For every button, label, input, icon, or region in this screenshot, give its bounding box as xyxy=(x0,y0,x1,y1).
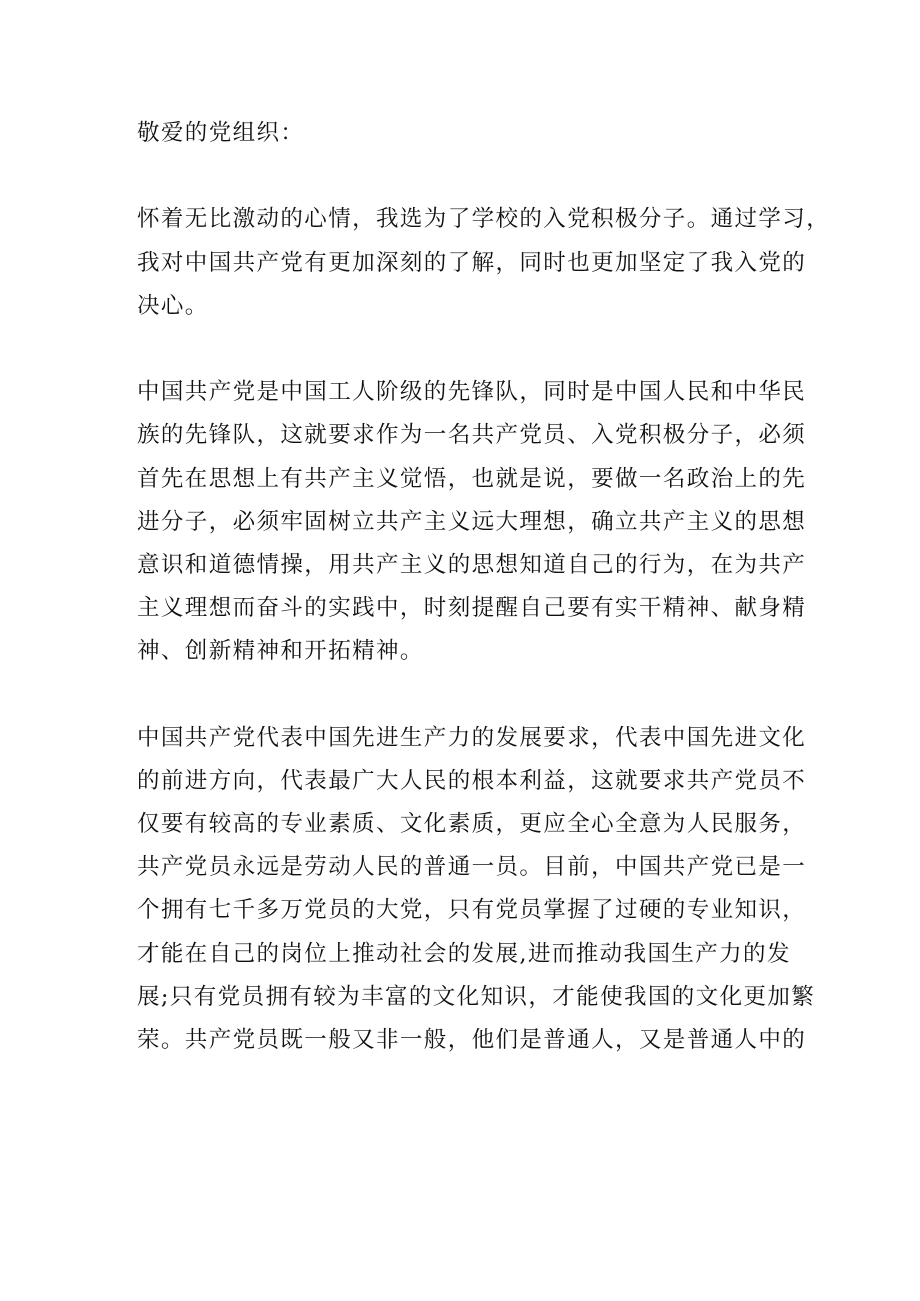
text-line: 个拥有七千多万党员的大党，只有党员掌握了过硬的专业知识， xyxy=(137,897,807,924)
text-line: 首先在思想上有共产主义觉悟，也就是说，要做一名政治上的先 xyxy=(137,465,807,492)
text-line: 怀着无比激动的心情，我选为了学校的入党积极分子。通过学习， xyxy=(137,206,831,233)
salutation: 敬爱的党组织： xyxy=(137,120,305,146)
paragraph-gap xyxy=(137,155,797,198)
text-line: 决心。 xyxy=(137,292,209,319)
paragraph-3 xyxy=(137,717,816,1063)
text-line: 意识和道德情操，用共产主义的思想知道自己的行为，在为共产 xyxy=(137,551,807,578)
letter-body xyxy=(137,112,831,1062)
text-line: 主义理想而奋斗的实践中，时刻提醒自己要有实干精神、献身精 xyxy=(137,595,807,622)
text-line: 神、创新精神和开拓精神。 xyxy=(137,638,424,665)
paragraph-gap xyxy=(137,673,797,716)
text-line: 共产党员永远是劳动人民的普通一员。目前，中国共产党已是一 xyxy=(137,854,807,881)
text-line: 荣。共产党员既一般又非一般，他们是普通人，又是普通人中的 xyxy=(137,1026,807,1053)
paragraph-2 xyxy=(137,371,807,673)
text-line: 中国共产党代表中国先进生产力的发展要求，代表中国先进文化 xyxy=(137,724,807,751)
text-line: 的前进方向，代表最广大人民的根本利益，这就要求共产党员不 xyxy=(137,767,807,794)
text-line: 展;只有党员拥有较为丰富的文化知识，才能使我国的文化更加繁 xyxy=(137,983,816,1010)
text-line: 中国共产党是中国工人阶级的先锋队，同时是中国人民和中华民 xyxy=(137,379,807,406)
text-line: 才能在自己的岗位上推动社会的发展,进而推动我国生产力的发 xyxy=(137,940,791,967)
text-line: 进分子，必须牢固树立共产主义远大理想，确立共产主义的思想 xyxy=(137,508,807,535)
paragraph-gap xyxy=(137,328,797,371)
text-line: 族的先锋队，这就要求作为一名共产党员、入党积极分子，必须 xyxy=(137,422,807,449)
text-line: 我对中国共产党有更加深刻的了解，同时也更加坚定了我入党的 xyxy=(137,249,807,276)
paragraph-1 xyxy=(137,198,831,328)
text-line: 仅要有较高的专业素质、文化素质，更应全心全意为人民服务， xyxy=(137,811,807,837)
